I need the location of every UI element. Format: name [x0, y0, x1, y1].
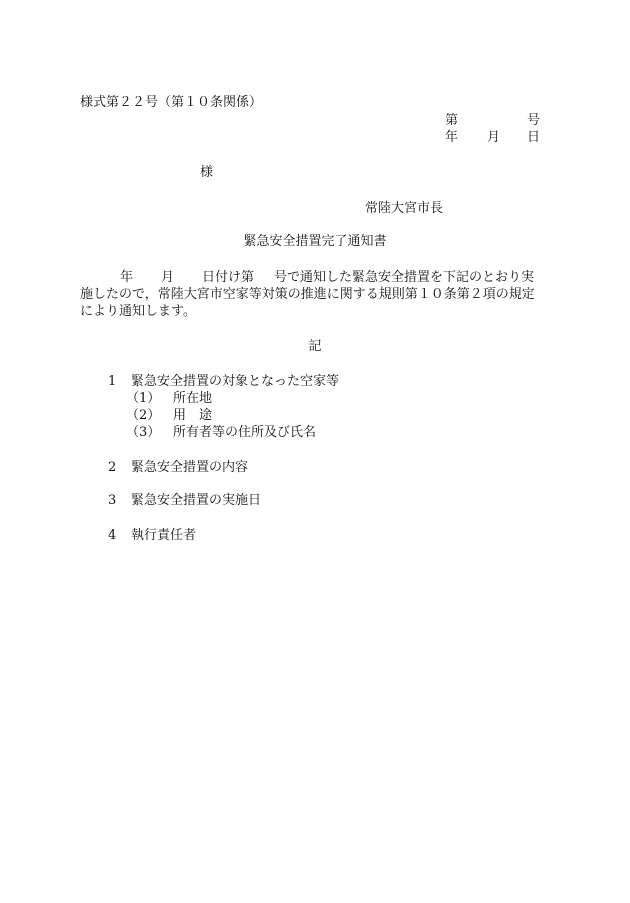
item-number: 3 — [108, 493, 117, 508]
list-item-3 — [108, 494, 261, 507]
body-line-1 — [80, 269, 550, 286]
document-number-suffix: 号 — [527, 113, 541, 128]
body-year: 年 — [120, 270, 134, 285]
form-number: 様式第２２号（第１０条関係） — [80, 95, 263, 110]
date-month-label: 月 — [487, 130, 501, 145]
sender-name: 常陸大宮市長 — [365, 201, 444, 216]
body-line-3: により通知します。 — [80, 304, 196, 319]
ki-heading: 記 — [308, 339, 322, 354]
addressee-honorific: 様 — [200, 165, 214, 180]
body-text — [80, 269, 550, 320]
item-label: 緊急安全措置の内容 — [131, 460, 249, 475]
list-item-4 — [108, 529, 196, 542]
sub-item-number: （3） — [126, 425, 161, 440]
list-item-1 — [108, 375, 339, 388]
sub-item-number: （1） — [126, 391, 161, 406]
body-line-2: 施したので，常陸大宮市空家等対策の推進に関する規則第１０条第２項の規定 — [80, 287, 535, 302]
list-item-2 — [108, 461, 248, 474]
sub-item-3 — [126, 426, 316, 439]
item-label: 緊急安全措置の実施日 — [131, 493, 262, 508]
date-year-label: 年 — [445, 130, 459, 145]
body-month: 月 — [161, 270, 175, 285]
sub-item-1 — [126, 392, 212, 405]
document-title: 緊急安全措置完了通知書 — [243, 234, 387, 249]
item-number: 1 — [108, 374, 117, 389]
item-number: 2 — [108, 460, 117, 475]
document-number-prefix: 第 — [445, 113, 459, 128]
sub-item-number: （2） — [126, 408, 161, 423]
date-day-label: 日 — [527, 130, 541, 145]
item-label: 執行責任者 — [131, 528, 197, 543]
item-number: 4 — [108, 528, 117, 543]
body-line-1-rest: 号で通知した緊急安全措置を下記のとおり実 — [274, 270, 535, 285]
sub-item-label: 所有者等の住所及び氏名 — [173, 425, 317, 440]
sub-item-label: 所在地 — [173, 391, 213, 406]
sub-item-2 — [126, 409, 212, 422]
body-day-ref: 日付け第 — [202, 270, 255, 285]
sub-item-label: 用 途 — [173, 408, 213, 423]
item-label: 緊急安全措置の対象となった空家等 — [131, 374, 340, 389]
